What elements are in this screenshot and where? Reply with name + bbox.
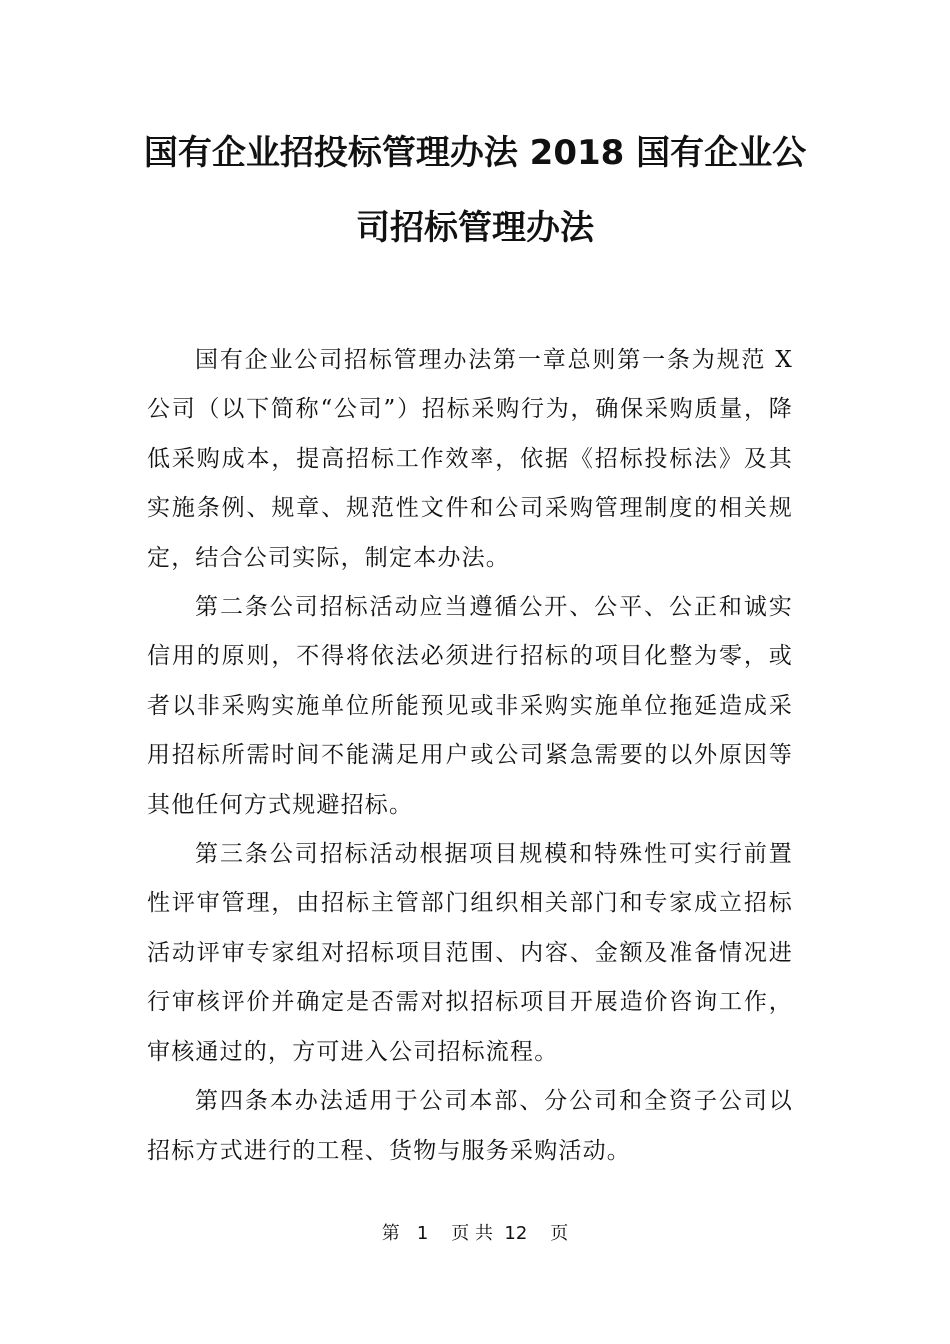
- paragraph-article-1: 国有企业公司招标管理办法第一章总则第一条为规范 X 公司（以下简称“公司”）招标采购行为，确保采购质量，降低采购成本，提高招标工作效率，依据《招标投标法》及其实施条例、规章、规范性文件和公司采购管理制度的相关规定，结合公司实际，制定本办法。: [147, 347, 793, 571]
- document-body: [147, 336, 793, 1176]
- paragraph-article-3: 第三条公司招标活动根据项目规模和特殊性可实行前置性评审管理，由招标主管部门组织相关部门和专家成立招标活动评审专家组对招标项目范围、内容、金额及准备情况进行审核评价并确定是否需对拟招标项目开展造价咨询工作，审核通过的，方可进入公司招标流程。: [147, 841, 793, 1065]
- document-title-line-2: 司招标管理办法: [356, 208, 594, 248]
- paragraph-article-2: 第二条公司招标活动应当遵循公开、公平、公正和诚实信用的原则，不得将依法必须进行招标的项目化整为零，或者以非采购实施单位所能预见或非采购实施单位拖延造成采用招标所需时间不能满足用户或公司紧急需要的以外原因等其他任何方式规避招标。: [147, 594, 793, 818]
- paragraph-article-4: 第四条本办法适用于公司本部、分公司和全资子公司以招标方式进行的工程、货物与服务采购活动。: [147, 1088, 793, 1164]
- document-title-line-1: 国有企业招投标管理办法 2018 国有企业公: [143, 133, 807, 173]
- page-number-footer: 第 1 页 共 12 页: [381, 1223, 569, 1244]
